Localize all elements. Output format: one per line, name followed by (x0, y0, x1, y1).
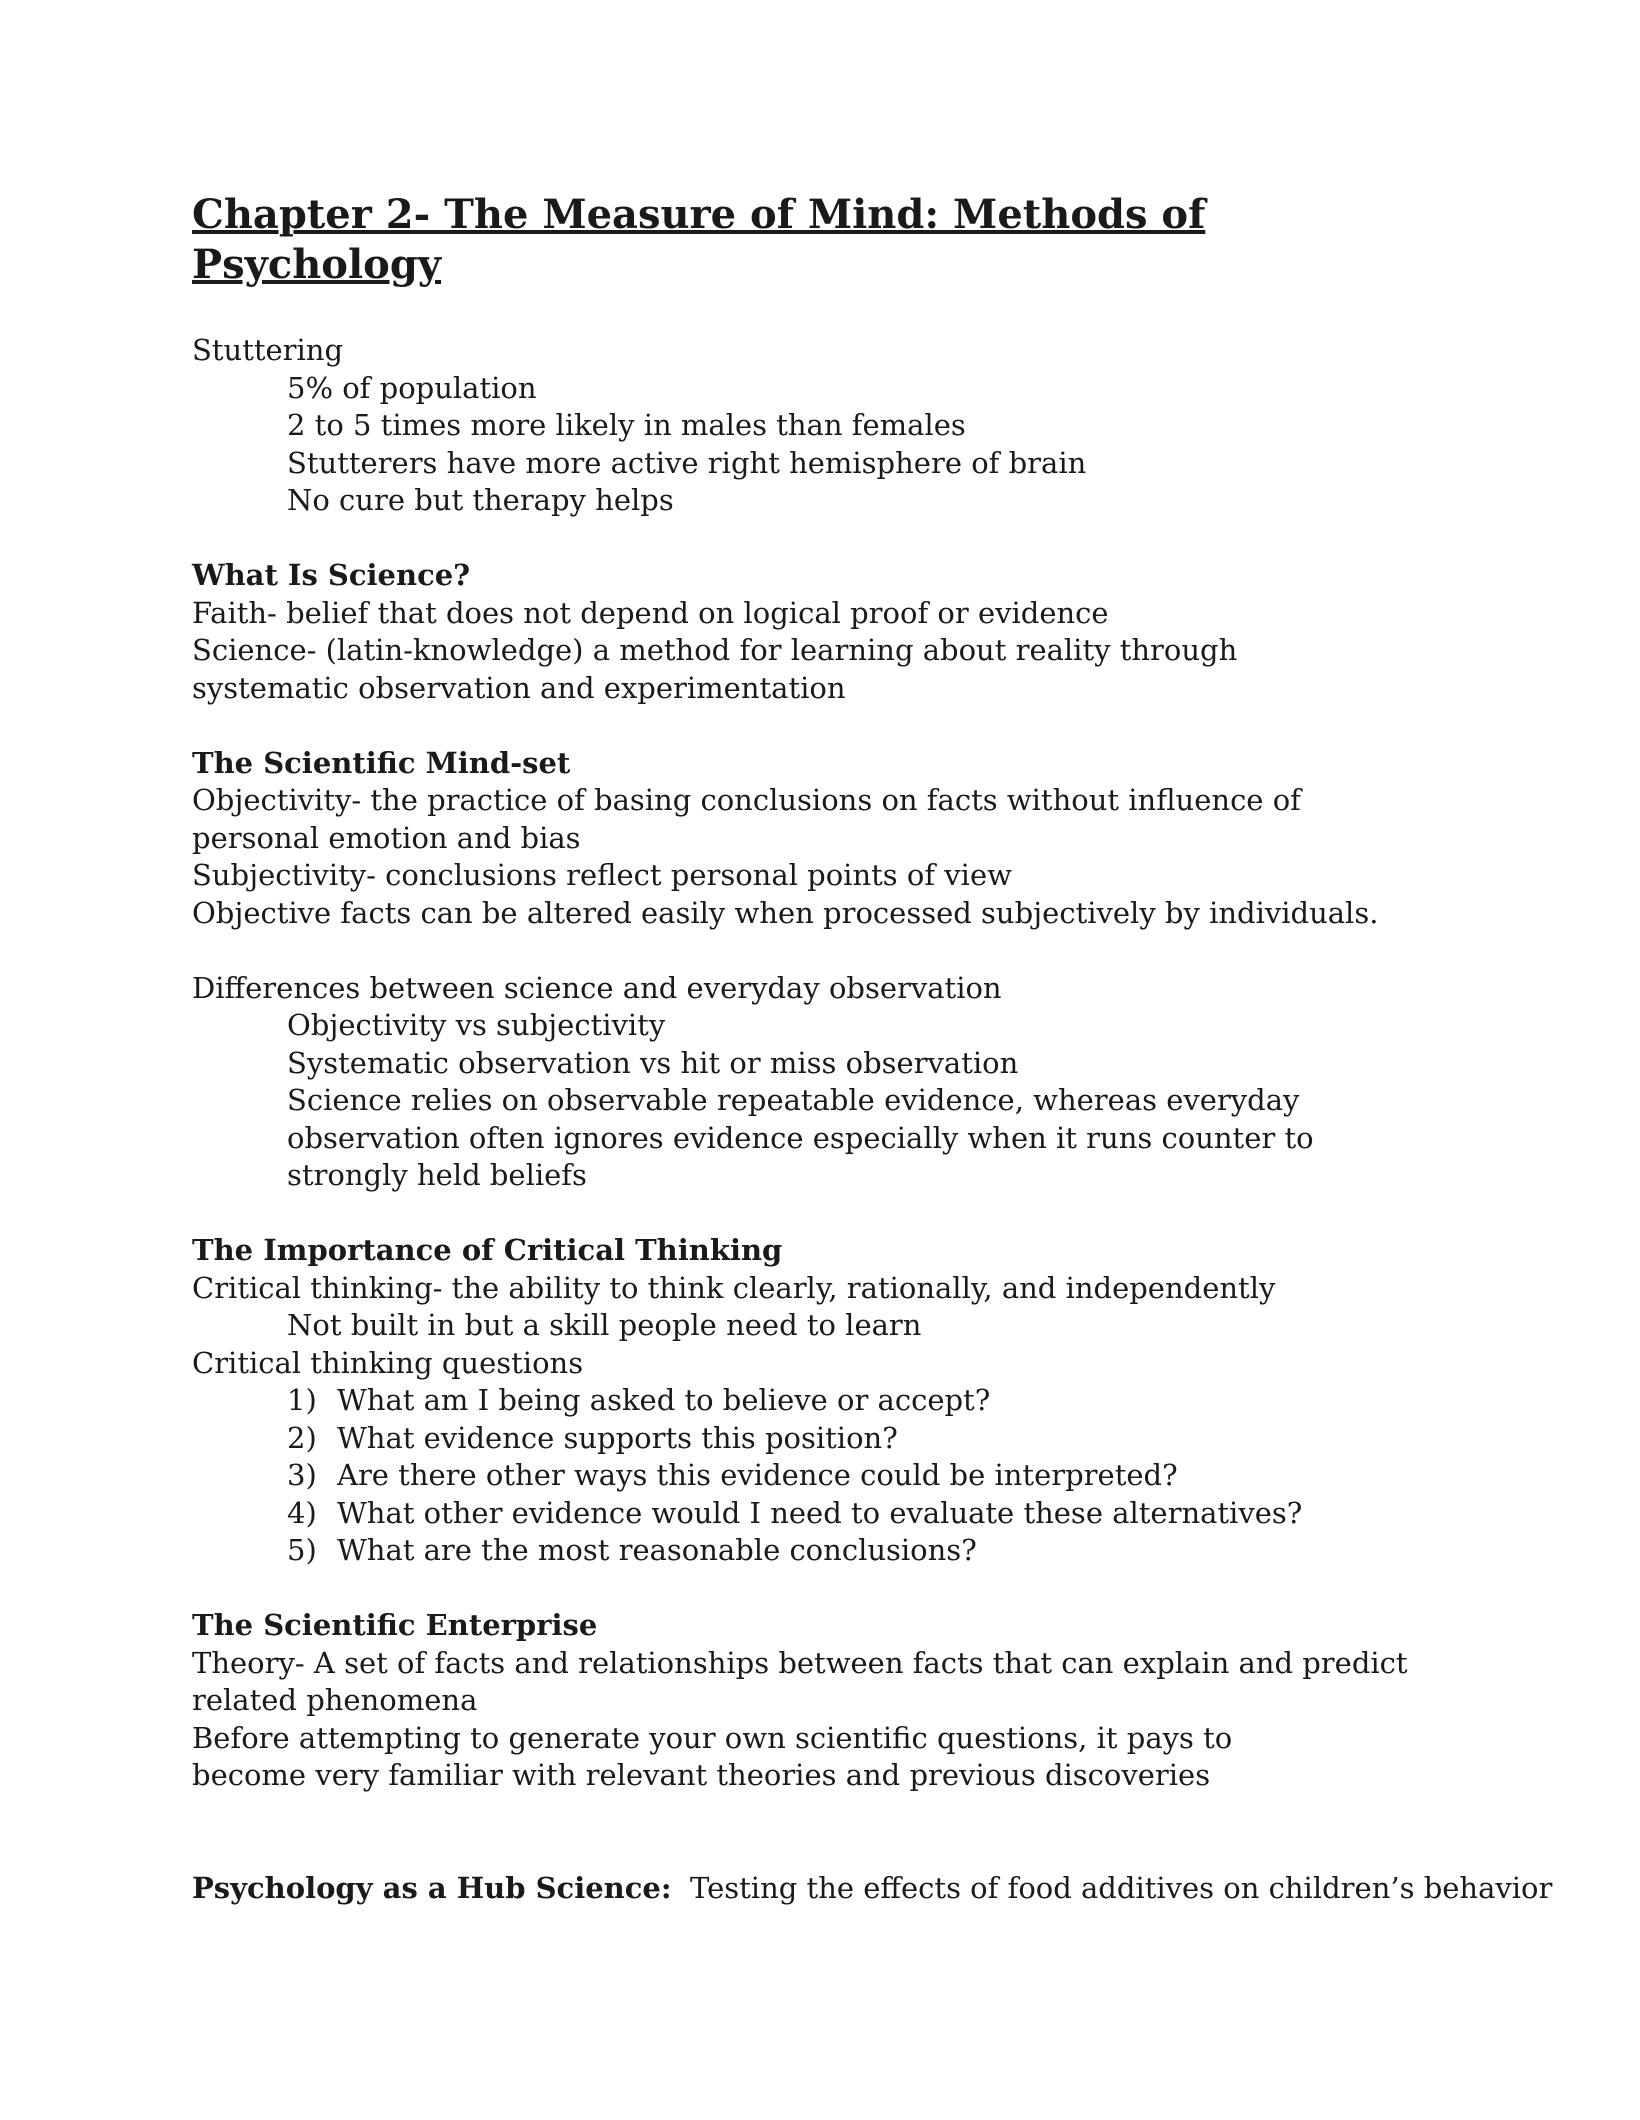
list-text: What am I being asked to believe or accept? (337, 1383, 991, 1417)
theory-definition: Theory- A set of facts and relationships between facts that can explain and predict related phenomena (192, 1645, 1408, 1717)
differences-item: Objectivity vs subjectivity (287, 1008, 666, 1042)
faith-definition: Faith- belief that does not depend on logical proof or evidence (192, 595, 1109, 630)
list-item (287, 1457, 1452, 1495)
section-heading-critical-thinking: The Importance of Critical Thinking (192, 1233, 783, 1267)
list-number: 2) (287, 1420, 317, 1455)
differences-label: Differences between science and everyday observation (192, 970, 1002, 1005)
hub-science-heading: Psychology as a Hub Science: (192, 1870, 672, 1905)
stuttering-item: No cure but therapy helps (287, 483, 674, 517)
differences-item: Science relies on observable repeatable evidence, whereas everyday observation often ignores evidence especially when it runs counter to strongly held beliefs (287, 1083, 1314, 1192)
objectivity-definition: Objectivity- the practice of basing conclusions on facts without influence of personal emotion and bias (192, 783, 1301, 855)
critical-thinking-note: Not built in but a skill people need to learn (287, 1308, 922, 1342)
stuttering-label: Stuttering (192, 333, 344, 367)
list-number: 5) (287, 1533, 317, 1567)
stuttering-item: Stutterers have more active right hemisphere of brain (287, 445, 1087, 480)
differences-item: Systematic observation vs hit or miss observation (287, 1045, 1019, 1080)
list-item (287, 1532, 1452, 1570)
page-title: Chapter 2- The Measure of Mind: Methods of Psychology (192, 191, 1206, 288)
list-text: Are there other ways this evidence could be interpreted? (337, 1458, 1178, 1492)
critical-thinking-definition: Critical thinking- the ability to think clearly, rationally, and independently (192, 1270, 1276, 1305)
critical-questions-list (192, 1382, 1452, 1570)
list-item (287, 1382, 1452, 1420)
hub-science-line (192, 1870, 1553, 1908)
section-heading-scientific-enterprise: The Scientific Enterprise (192, 1608, 598, 1642)
list-text: What are the most reasonable conclusions? (337, 1533, 977, 1567)
list-item (287, 1420, 1452, 1458)
stuttering-item: 2 to 5 times more likely in males than females (287, 408, 966, 442)
list-number: 4) (287, 1495, 317, 1530)
list-item (287, 1495, 1452, 1533)
hub-science-text: Testing the effects of food additives on children’s behavior (690, 1870, 1553, 1905)
before-attempting-note: Before attempting to generate your own scientific questions, it pays to become very familiar with relevant theories and previous discoveries (192, 1720, 1233, 1792)
objective-facts-note: Objective facts can be altered easily when processed subjectively by individuals. (192, 895, 1379, 930)
stuttering-item: 5% of population (287, 370, 537, 405)
list-number: 1) (287, 1383, 317, 1417)
document-page (192, 190, 1553, 1907)
section-heading-what-is-science: What Is Science? (192, 558, 471, 592)
critical-questions-label: Critical thinking questions (192, 1345, 584, 1380)
list-text: What evidence supports this position? (337, 1420, 898, 1455)
subjectivity-definition: Subjectivity- conclusions reflect personal points of view (192, 858, 1012, 892)
list-text: What other evidence would I need to evaluate these alternatives? (337, 1495, 1303, 1530)
section-heading-scientific-mindset: The Scientific Mind-set (192, 745, 571, 780)
list-number: 3) (287, 1458, 317, 1492)
science-definition: Science- (latin-knowledge) a method for learning about reality through systematic observation and experimentation (192, 633, 1238, 705)
